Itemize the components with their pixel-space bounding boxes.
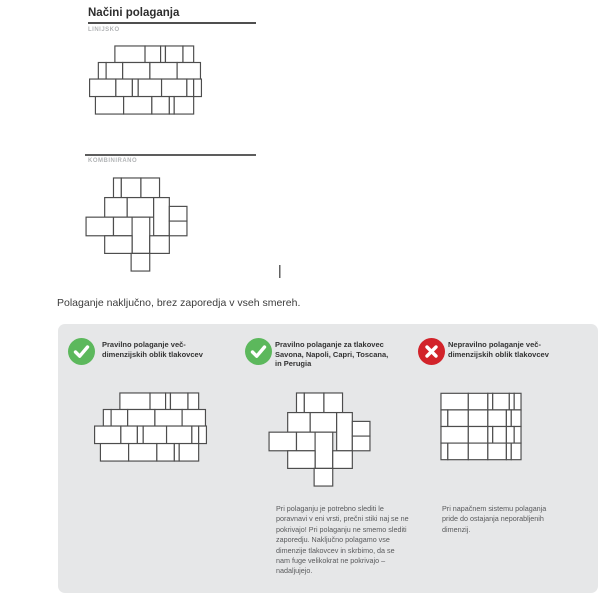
x-circle-icon xyxy=(418,338,445,365)
column3-body-text: Pri napačnem sistemu polaganja pride do ostajanja neporabljenih dimenzij. xyxy=(442,504,547,534)
heading-line: Savona, Napoli, Capri, Toscana, xyxy=(275,349,389,359)
caption-text: Polaganje naključno, brez zaporedja v vseh smereh. xyxy=(57,297,301,309)
section-label-kombinirano: KOMBINIRANO xyxy=(88,158,138,164)
column3-heading xyxy=(448,340,573,359)
linijsko-pattern-diagram xyxy=(88,45,204,116)
title-underline xyxy=(88,22,256,24)
heading-line: in Perugia xyxy=(275,359,312,368)
column2-heading xyxy=(275,340,407,369)
column2-body-text: Pri polaganju je potrebno slediti le poravnavi v eni vrsti, prečni stiki naj se ne pokrivajo! Pri polaganju ne smemo slediti zaporedju. Naključno polagamo vse dimenzije tlakovcev in skrbimo, da se nam fuge velikokrat ne pokrivajo – nadaljujejo. xyxy=(276,504,409,576)
heading-line: dimenzijskih oblik tlakovcev xyxy=(448,349,549,359)
section-label-linijsko: LINIJSKO xyxy=(88,27,120,33)
text-cursor-mark: | xyxy=(278,262,282,278)
correct-named-paver-pattern-diagram xyxy=(268,392,372,488)
heading-line: dimenzijskih oblik tlakovcev xyxy=(102,349,203,359)
heading-line: Pravilno polaganje več- xyxy=(102,340,186,349)
page-title: Načini polaganja xyxy=(88,7,180,19)
check-circle-icon xyxy=(68,338,95,365)
incorrect-aligned-joints-pattern-diagram xyxy=(440,392,522,461)
heading-line: Pravilno polaganje za tlakovec xyxy=(275,340,384,349)
check-circle-icon xyxy=(245,338,272,365)
column1-heading xyxy=(102,340,227,359)
instruction-panel xyxy=(58,324,598,593)
correct-multi-size-pattern-diagram xyxy=(93,392,209,463)
heading-line: Nepravilno polaganje več- xyxy=(448,340,541,349)
section-divider-rule xyxy=(85,154,256,156)
kombinirano-pattern-diagram xyxy=(85,177,189,273)
